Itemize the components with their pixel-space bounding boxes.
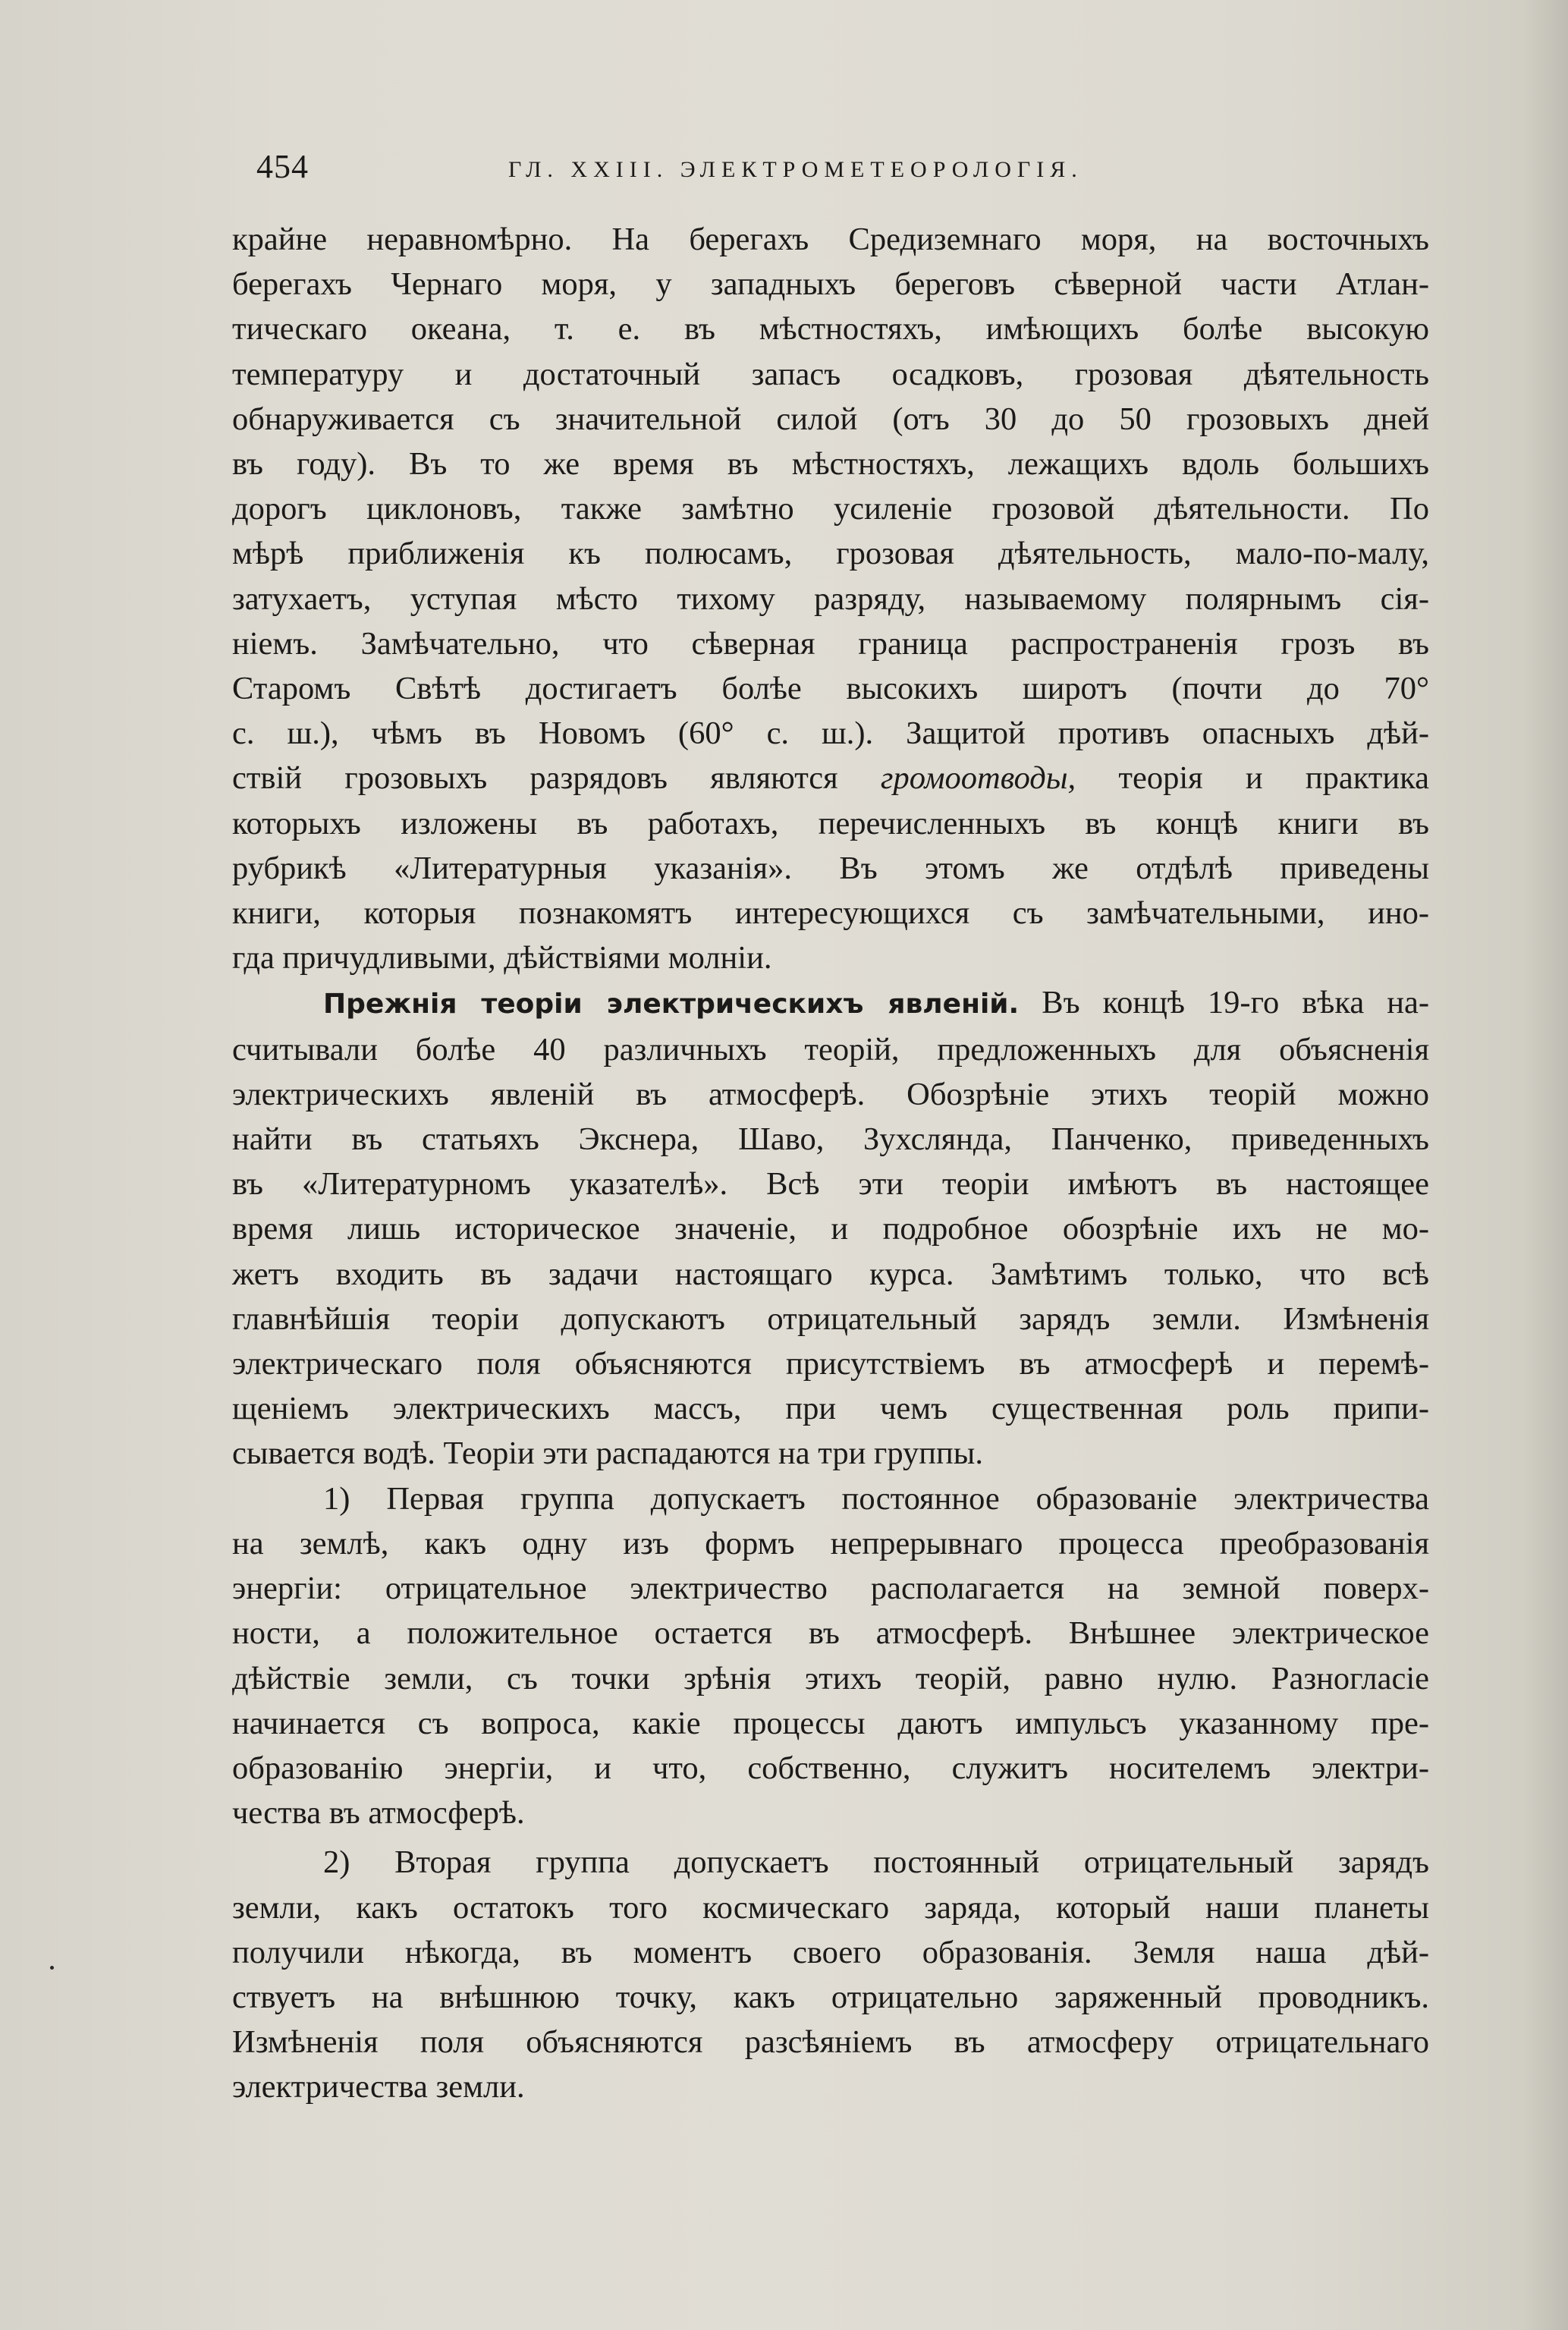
text-segment: ствій грозовыхъ разрядовъ являются (232, 760, 838, 797)
text-line: Старомъ Свѣтѣ достигаетъ болѣе высокихъ широтъ (почти до 70° (232, 671, 1429, 707)
text-line: ствуетъ на внѣшнюю точку, какъ отрицательно заряженный проводникъ. (232, 1979, 1429, 2015)
scan-speck (50, 1966, 54, 1970)
paragraph-4 (232, 1840, 1429, 2109)
text-line: книги, которыя познакомятъ интересующихся съ замѣчательными, ино- (232, 895, 1429, 932)
text-line-with-italic (232, 756, 1429, 800)
text-line: жетъ входить въ задачи настоящаго курса. Замѣтимъ только, что всѣ (232, 1256, 1429, 1292)
chapter-title: ГЛ. XXIII. ЭЛЕКТРОМЕТЕОРОЛОГІЯ. (508, 157, 1083, 182)
paragraph-1 (232, 217, 1429, 980)
text-line: электрическихъ явленій въ атмосферѣ. Обозрѣніе этихъ теорій можно (232, 1076, 1429, 1112)
page-edge-shadow (1522, 0, 1568, 2330)
text-line: мѣрѣ приближенія къ полюсамъ, грозовая дѣятельность, мало-по-малу, (232, 536, 1429, 572)
text-segment: теорія и практика (1118, 760, 1429, 797)
text-line: энергіи: отрицательное электричество располагается на земной поверх- (232, 1571, 1429, 1607)
text-line: въ году). Въ то же время въ мѣстностяхъ, лежащихъ вдоль большихъ (232, 446, 1429, 483)
text-line: чества въ атмосферѣ. (232, 1795, 525, 1832)
text-line: щеніемъ электрическихъ массъ, при чемъ существенная роль припи- (232, 1391, 1429, 1427)
text-line: образованію энергіи, и что, собственно, служитъ носителемъ электри- (232, 1750, 1429, 1786)
text-line: земли, какъ остатокъ того космическаго заряда, который наши планеты (232, 1889, 1429, 1926)
text-line: с. ш.), чѣмъ въ Новомъ (60° с. ш.). Защитой противъ опасныхъ дѣй- (232, 715, 1429, 752)
body-text (232, 217, 1429, 2110)
text-line: берегахъ Чернаго моря, у западныхъ береговъ сѣверной части Атлан- (232, 266, 1429, 303)
italic-term: громоотводы, (880, 760, 1076, 797)
text-line: температуру и достаточный запасъ осадковъ, грозовая дѣятельность (232, 356, 1429, 392)
text-line: электричества земли. (232, 2069, 525, 2105)
text-line: сывается водѣ. Теоріи эти распадаются на три группы. (232, 1435, 983, 1472)
text-line: дорогъ циклоновъ, также замѣтно усиленіе грозовой дѣятельности. По (232, 491, 1429, 527)
paragraph-2 (232, 980, 1429, 1476)
text-line-with-heading (232, 980, 1429, 1027)
text-line: электрическаго поля объясняются присутствіемъ въ атмосферѣ и перемѣ- (232, 1346, 1429, 1382)
text-line: тическаго океана, т. е. въ мѣстностяхъ, имѣющихъ болѣе высокую (232, 311, 1429, 347)
text-line: главнѣйшія теоріи допускаютъ отрицательный зарядъ земли. Измѣненія (232, 1300, 1429, 1337)
text-line: 2) Вторая группа допускаетъ постоянный отрицательный зарядъ (323, 1844, 1429, 1881)
text-line: найти въ статьяхъ Экснера, Шаво, Зухсляндa, Панченко, приведенныхъ (232, 1121, 1429, 1158)
text-line: которыхъ изложены въ работахъ, перечисленныхъ въ концѣ книги въ (232, 805, 1429, 841)
text-line: ніемъ. Замѣчательно, что сѣверная граница распространенія грозъ въ (232, 625, 1429, 662)
text-line: начинается съ вопроса, какіе процессы даютъ импульсъ указанному пре- (232, 1705, 1429, 1741)
running-header (256, 144, 1161, 190)
text-line: на землѣ, какъ одну изъ формъ непрерывнаго процесса преобразованія (232, 1525, 1429, 1561)
text-line: затухаетъ, уступая мѣсто тихому разряду, называемому полярнымъ сія- (232, 580, 1429, 617)
section-heading: Прежнія теоріи электрическихъ явленій. (323, 989, 1020, 1020)
text-line: 1) Первая группа допускаетъ постоянное образованіе электричества (323, 1480, 1429, 1517)
text-line: крайне неравномѣрно. На берегахъ Средиземнаго моря, на восточныхъ (232, 222, 1429, 257)
paragraph-3 (232, 1476, 1429, 1836)
text-line: дѣйствіе земли, съ точки зрѣнія этихъ теорій, равно нулю. Разногласіе (232, 1660, 1429, 1696)
text-line: Измѣненія поля объясняются разсѣяніемъ въ атмосферу отрицательнаго (232, 2024, 1429, 2061)
page-number: 454 (256, 148, 309, 185)
text-line: обнаруживается съ значительной силой (отъ 30 до 50 грозовыхъ дней (232, 401, 1429, 437)
text-line: время лишь историческое значеніе, и подробное обозрѣніе ихъ не мо- (232, 1211, 1429, 1247)
text-line: получили нѣкогда, въ моментъ своего образованія. Земля наша дѣй- (232, 1934, 1429, 1970)
text-line: гда причудливыми, дѣйствіями молніи. (232, 940, 772, 976)
text-line: рубрикѣ «Литературныя указанія». Въ этомъ же отдѣлѣ приведены (232, 850, 1429, 886)
text-line: ности, а положительное остается въ атмосферѣ. Внѣшнее электрическое (232, 1615, 1429, 1652)
text-line: считывали болѣе 40 различныхъ теорій, предложенныхъ для объясненія (232, 1031, 1429, 1068)
text-line: въ «Литературномъ указателѣ». Всѣ эти теоріи имѣютъ въ настоящее (232, 1166, 1429, 1203)
text-segment: Въ концѣ 19-го вѣка на- (1042, 985, 1430, 1021)
